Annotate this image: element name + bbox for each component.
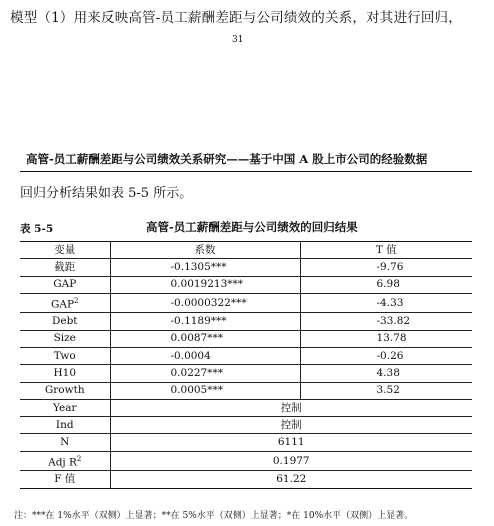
page-gap bbox=[0, 58, 494, 142]
variable-cell bbox=[20, 434, 110, 451]
intro-paragraph: 回归分析结果如表 5-5 所示。 bbox=[20, 186, 193, 201]
t-value-cell: 4.38 bbox=[300, 365, 472, 382]
table-header-row bbox=[20, 242, 472, 259]
variable-name: Two bbox=[53, 349, 76, 362]
variable-cell bbox=[20, 399, 110, 416]
merged-value-cell: 0.1977 bbox=[110, 451, 472, 471]
variable-name: Size bbox=[53, 332, 76, 345]
t-value-cell: -0.26 bbox=[300, 347, 472, 364]
table-row bbox=[20, 365, 472, 382]
variable-cell bbox=[20, 417, 110, 434]
variable-cell bbox=[20, 382, 110, 399]
variable-cell bbox=[20, 471, 110, 488]
coefficient-cell: 0.0227*** bbox=[110, 365, 300, 382]
variable-cell bbox=[20, 276, 110, 293]
variable-cell bbox=[20, 451, 110, 471]
variable-name: Year bbox=[52, 401, 77, 414]
merged-value-cell: 控制 bbox=[110, 399, 472, 416]
variable-name: Growth bbox=[44, 384, 85, 397]
variable-cell bbox=[20, 259, 110, 276]
running-head: 高管-员工薪酬差距与公司绩效关系研究——基于中国 A 股上市公司的经验数据 bbox=[26, 152, 428, 166]
t-value-cell: -4.33 bbox=[300, 293, 472, 313]
table-row-merged bbox=[20, 471, 472, 488]
variable-cell bbox=[20, 313, 110, 330]
t-value-cell: -33.82 bbox=[300, 313, 472, 330]
page-number: 31 bbox=[232, 35, 244, 45]
variable-cell bbox=[20, 365, 110, 382]
table-row-merged bbox=[20, 434, 472, 451]
variable-name: GAP bbox=[53, 278, 77, 291]
t-value-cell: 13.78 bbox=[300, 330, 472, 347]
table-row bbox=[20, 330, 472, 347]
table-row bbox=[20, 259, 472, 276]
table-row bbox=[20, 276, 472, 293]
coefficient-cell: 0.0019213*** bbox=[110, 276, 300, 293]
coefficient-cell: -0.1305*** bbox=[110, 259, 300, 276]
coefficient-cell: 0.0005*** bbox=[110, 382, 300, 399]
variable-name: Adj R bbox=[48, 456, 77, 469]
merged-value-cell: 控制 bbox=[110, 417, 472, 434]
table-note: 注：***在 1%水平（双侧）上显著；**在 5%水平（双侧）上显著；*在 10%水平（双侧）上显著。 bbox=[14, 511, 414, 521]
coefficient-cell: -0.0004 bbox=[110, 347, 300, 364]
header-variable: 变量 bbox=[20, 242, 110, 259]
table-row-merged bbox=[20, 417, 472, 434]
variable-name: H10 bbox=[53, 366, 77, 379]
regression-table bbox=[20, 241, 472, 489]
variable-name: F 值 bbox=[54, 472, 76, 485]
variable-name: Debt bbox=[51, 315, 78, 328]
variable-name: 截距 bbox=[54, 260, 76, 273]
table-row bbox=[20, 382, 472, 399]
variable-cell bbox=[20, 347, 110, 364]
table-row bbox=[20, 293, 472, 313]
header-rule bbox=[20, 171, 472, 172]
table-row-merged bbox=[20, 399, 472, 416]
coefficient-cell: -0.0000322*** bbox=[110, 293, 300, 313]
t-value-cell: -9.76 bbox=[300, 259, 472, 276]
t-value-cell: 3.52 bbox=[300, 382, 472, 399]
table-row-merged bbox=[20, 451, 472, 471]
table-label: 表 5-5 bbox=[20, 223, 54, 235]
table-title: 高管-员工薪酬差距与公司绩效的回归结果 bbox=[146, 220, 358, 234]
variable-name: N bbox=[60, 436, 70, 449]
header-t-value: T 值 bbox=[300, 242, 472, 259]
variable-cell bbox=[20, 330, 110, 347]
coefficient-cell: 0.0087*** bbox=[110, 330, 300, 347]
merged-value-cell: 61.22 bbox=[110, 471, 472, 488]
table-row bbox=[20, 313, 472, 330]
variable-superscript: 2 bbox=[76, 454, 82, 463]
table-row bbox=[20, 347, 472, 364]
coefficient-cell: -0.1189*** bbox=[110, 313, 300, 330]
t-value-cell: 6.98 bbox=[300, 276, 472, 293]
body-text-top: 模型（1）用来反映高管-员工薪酬差距与公司绩效的关系，对其进行回归， bbox=[10, 10, 462, 26]
variable-name: Ind bbox=[55, 418, 74, 431]
variable-cell bbox=[20, 293, 110, 313]
merged-value-cell: 6111 bbox=[110, 434, 472, 451]
variable-superscript: 2 bbox=[74, 296, 79, 305]
header-coefficient: 系数 bbox=[110, 242, 300, 259]
variable-name: GAP bbox=[50, 298, 75, 311]
